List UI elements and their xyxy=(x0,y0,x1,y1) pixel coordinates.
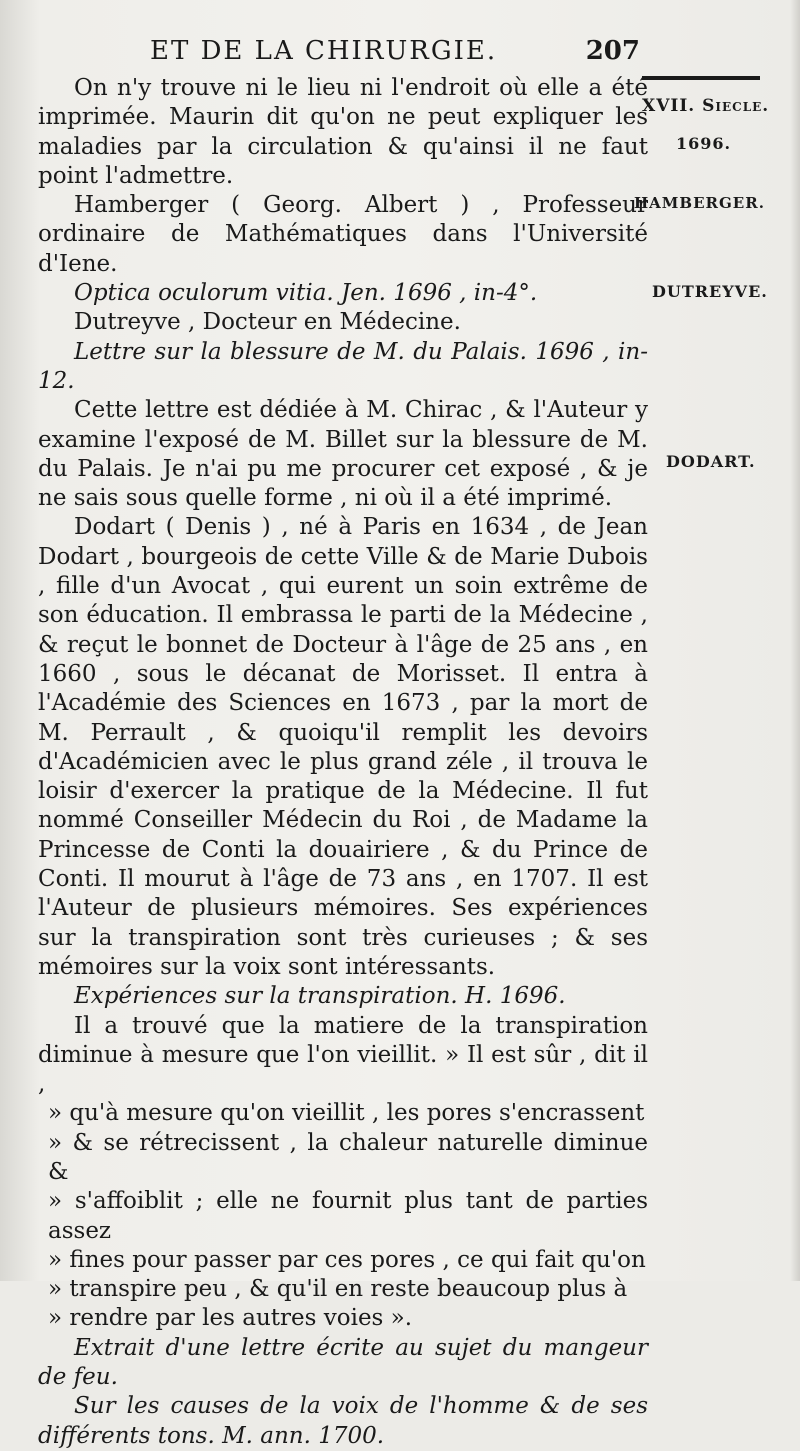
page-header xyxy=(110,36,640,68)
quote-line: » transpire peu , & qu'il en reste beaucoup plus à xyxy=(48,1276,628,1303)
book-title: Expériences sur la transpiration. H. 1696. xyxy=(74,983,566,1010)
paragraph: Dodart ( Denis ) , né à Paris en 1634 , de Jean Dodart , bourgeois de cette Ville & de Marie Dubois , fille d'un Avocat , qui eurent un soin extrême de son éducation. Il embrassa le parti de la Médecine , & reçut le bonnet de Docteur à l'âge de 25 ans , en 1660 , sous le décanat de Morisset. Il entra à l'Académie des Sciences en 1673 , par la mort de M. Perrault , & quoiqu'il remplit les devoirs d'Académicien avec le plus grand zéle , il trouva le loisir d'exercer la pratique de la Médecine. Il fut nommé Conseiller Médecin du Roi , de Madame la Princesse de Conti la douairiere , & du Prince de Conti. Il mourut à l'âge de 73 ans , en 1707. Il est l'Auteur de plusieurs mémoires. Ses expériences sur la transpiration sont très curieuses ; & ses mémoires sur la voix sont intéressants. xyxy=(38,514,648,980)
book-title: Lettre sur la blessure de M. du Palais. 1696 , in-12. xyxy=(38,338,648,394)
running-title: ET DE LA CHIRURGIE. xyxy=(150,36,498,66)
paragraph: Hamberger ( Georg. Albert ) , Professeur ordinaire de Mathématiques dans l'Université d'Iene. xyxy=(38,192,648,277)
quote-line: » fines pour passer par ces pores , ce qui fait qu'on xyxy=(48,1246,646,1273)
book-title: Sur les causes de la voix de l'homme & de ses différents tons. M. ann. 1700. xyxy=(38,1393,648,1449)
paragraph: On n'y trouve ni le lieu ni l'endroit où elle a été imprimée. Maurin dit qu'on ne peut expliquer les maladies par la circulation & qu'ainsi il ne faut point l'admettre. xyxy=(38,75,648,189)
book-title: Optica oculorum vitia. Jen. 1696 , in-4°. xyxy=(74,280,538,307)
quote-line: » qu'à mesure qu'on vieillit , les pores s'encrassent xyxy=(48,1100,645,1127)
page-body xyxy=(38,74,648,1451)
margin-year: 1696. xyxy=(676,134,732,153)
paragraph: Dutreyve , Docteur en Médecine. xyxy=(74,309,461,336)
margin-name-dutreyve: DUTREYVE. xyxy=(652,282,768,301)
margin-century: XVII. Siecle. xyxy=(642,96,770,116)
quote-line: » rendre par les autres voies ». xyxy=(48,1305,413,1332)
paragraph: Il a trouvé que la matiere de la transpiration diminue à mesure que l'on vieillit. » Il est sûr , dit il , xyxy=(38,1012,648,1098)
margin-rule xyxy=(642,76,760,80)
quote-line: » & se rétrecissent , la chaleur naturelle diminue & xyxy=(48,1129,648,1185)
page-number: 207 xyxy=(585,36,640,66)
paragraph: Cette lettre est dédiée à M. Chirac , & l'Auteur y examine l'exposé de M. Billet sur la blessure de M. du Palais. Je n'ai pu me procurer cet exposé , & je ne sais sous quelle forme , ni où il a été imprimé. xyxy=(38,397,648,512)
margin-name-dodart: DODART. xyxy=(666,452,756,471)
quote-line: » s'affoiblit ; elle ne fournit plus tant de parties assez xyxy=(48,1188,648,1244)
book-title: Extrait d'une lettre écrite au sujet du mangeur de feu. xyxy=(38,1334,648,1391)
margin-name-hamberger: HAMBERGER. xyxy=(634,194,765,212)
